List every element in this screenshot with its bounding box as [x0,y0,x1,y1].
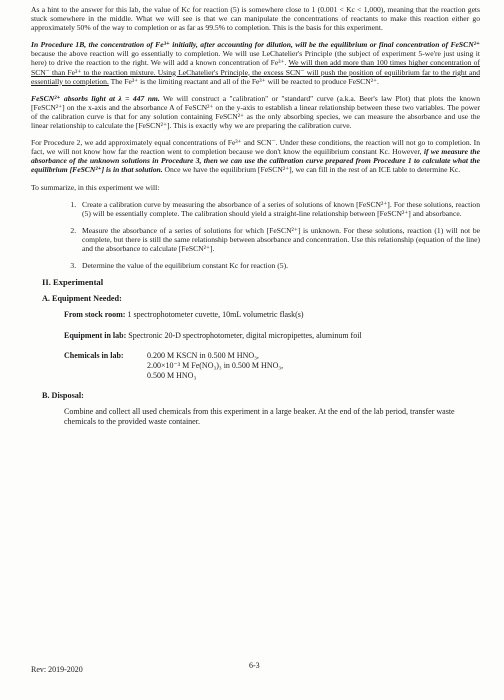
disposal-heading: B. Disposal: [42,390,84,400]
procedure-2-text: For Procedure 2, we add approximately equal concentrations of Fe³⁺ and SCN⁻. Under these conditions, the reaction will not go to completion. In fact, we will not know how far the reaction went to completion because we don't know the equilibrium constant Kc. However, [31,138,480,157]
calibration-paragraph [31,94,480,130]
summary-step-3: 3. Determine the value of the equilibrium constant Kc for reaction (5). [78,261,480,270]
procedure-1b-end: The Fe³⁺ is the limiting reactant and all of the Fe³⁺ will be reacted to produce FeSCN²⁺. [108,76,379,86]
procedure-2-paragraph [31,138,480,174]
chemicals-list [147,351,283,381]
summary-step-2: 2. Measure the absorbance of a series of solutions for which [FeSCN²⁺] is unknown. For these solutions, reaction (1) will not be complete, but there is still the same relationship between absorbance and concentration. Use this relationship (equation of the line) and the absorbance to calculate [FeSCN²⁺]. [78,226,480,253]
revision-label: Rev: 2019-2020 [31,665,83,674]
lab-equipment-label: Equipment in lab: [64,330,127,340]
procedure-2-emphasis: if we measure the absorbance of the unknown solutions in Procedure 3, then we can use the calibration curve prepared from Procedure 1 to calculate what the equilibrium [FeSCN²⁺] is in that solution. [31,147,480,175]
procedure-1b-emphasis: In Procedure 1B, the concentration of Fe³⁺ initially, after accounting for dilution, will be the equilibrium or final concentration of FeSCN²⁺ [31,40,480,50]
calibration-emphasis: FeSCN²⁺ absorbs light at λ = 447 nm. [31,93,160,103]
chemicals-row [64,351,480,381]
summary-step-1: 1. Create a calibration curve by measuring the absorbance of a series of solutions of known [FeSCN²⁺]. For these solutions, reaction (5) will be essentially complete. The calibration should yield a straight-line relationship between [FeSCN²⁺] and absorbance. [78,200,480,218]
stockroom-label: From stock room: [64,310,126,320]
section-experimental-heading: II. Experimental [42,277,104,288]
chemical-item: 0.500 M HNO₃ [147,370,197,380]
equipment-heading: A. Equipment Needed: [42,294,122,304]
stockroom-row [64,310,480,320]
intro-paragraph: As a hint to the answer for this lab, the value of Kc for reaction (5) is somewhere close to 1 (0.001 < Kc < 1,000), meaning that the reaction gets stuck somewhere in the middle. What we will see is that we can manipulate the concentrations of reactants to make this reaction either go approximately 50% of the way to completion or as far as 99.5% to completion. This is the basis for this experiment. [31,5,480,33]
stockroom-value: 1 spectrophotometer cuvette, 10mL volumetric flask(s) [125,310,304,320]
procedure-1b-paragraph [31,40,480,85]
procedure-1b-underlined: We will then add more than 100 times higher concentration of SCN⁻ than Fe³⁺ to the reaction mixture. Using LeChatelier's Principle, the excess SCN⁻ will push the position of equilibrium far to the right and essentially to completion. [31,58,480,86]
disposal-text: Combine and collect all used chemicals from this experiment in a large beaker. At the end of the lab period, transfer waste chemicals to the provided waste container. [64,406,455,427]
lab-equipment-value: Spectronic 20-D spectrophotometer, digital micropipettes, aluminum foil [126,330,362,340]
procedure-2-end: Once we have the equilibrium [FeSCN²⁺], we can fill in the rest of an ICE table to determine Kc. [162,165,461,175]
chemical-item: 2.00×10⁻³ M Fe(NO₃)₃ in 0.500 M HNO₃, [147,360,284,370]
equipment-list [64,310,480,380]
calibration-text: We will construct a "calibration" or "standard" curve (a.k.a. Beer's law Plot) that plots the known [FeSCN²⁺] on the x-axis and the absorbance A of FeSCN²⁺ on the y-axis to establish a linear relationship between these two variables. The power of the calibration curve is that for any solution containing FeSCN²⁺ as the only absorbing species, we can measure the absorbance and use the linear relationship to calculate the [FeSCN²⁺]. This is exactly why we are preparing the calibration curve. [31,93,480,131]
lab-equipment-row [64,331,480,341]
chemicals-label: Chemicals in lab: [64,350,124,360]
summary-intro: To summarize, in this experiment we will: [31,182,160,192]
chemical-item: 0.200 M KSCN in 0.500 M HNO₃, [147,350,259,360]
page-number: 6-3 [249,661,260,670]
summary-steps [31,200,480,271]
procedure-1b-text: because the above reaction will go essentially to completion. We will use LeChatelier's Principle (the subject of experiment 5-we're just using it here) to drive the reaction to the right. We will add a known concentration of Fe³⁺. [31,49,480,68]
